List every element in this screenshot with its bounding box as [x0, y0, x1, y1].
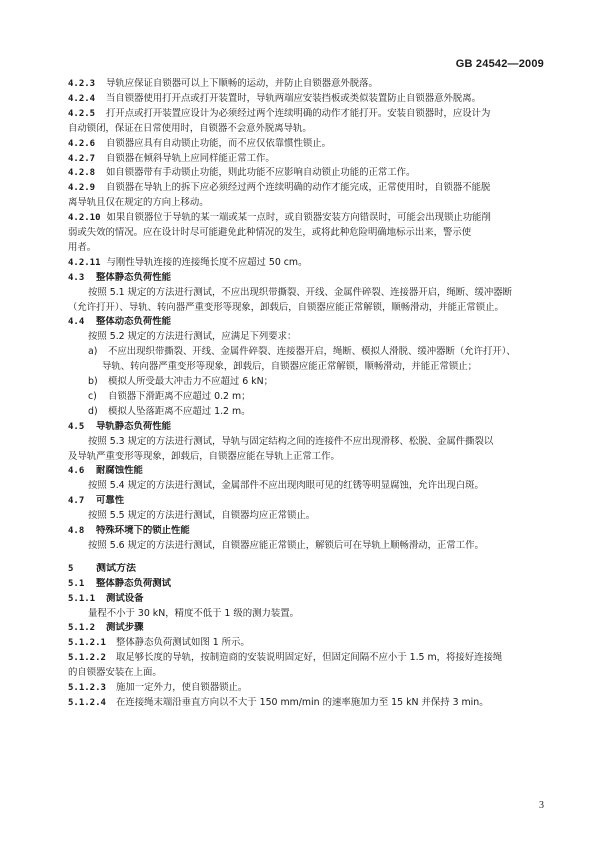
line-text: 按照 5.2 规定的方法进行测试，应满足下列要求：	[88, 331, 297, 343]
line-text: 整体动态负荷性能	[96, 316, 172, 328]
line-text: 自动锁闭，保证在日常使用时，自锁器不会意外脱离导轨。	[68, 122, 312, 134]
line-text: 如果自锁器位于导轨的某一端或某一点时，或自锁器安装方向错误时，可能会出现锁止功能削	[106, 212, 491, 224]
clause-number: 4.3	[68, 272, 85, 283]
clause-number: 4.2.8	[68, 168, 96, 179]
text-line	[68, 93, 546, 105]
text-line	[102, 361, 546, 373]
text-line	[68, 667, 526, 679]
line-text: 当自锁器使用打开点或打开装置时，导轨两端应安装挡板或类似装置防止自锁器意外脱离。	[106, 92, 482, 104]
line-text: 施加一定外力，使自锁器锁止。	[116, 682, 248, 693]
clause-number: 5.1.2.4	[68, 697, 106, 708]
line-text: 整体静态负荷性能	[96, 271, 172, 283]
text-line	[68, 182, 546, 194]
list-marker: c)	[88, 390, 97, 402]
line-text: 测试步骤	[106, 622, 144, 634]
text-line	[68, 451, 526, 463]
list-marker: a)	[88, 346, 98, 358]
text-line	[68, 138, 546, 150]
section-heading	[68, 593, 546, 605]
line-text: 量程不小于 30 kN，精度不低于 1 级的测力装置。	[88, 607, 300, 619]
text-line	[88, 608, 546, 620]
clause-number: 5.1.1	[68, 593, 96, 604]
text-line	[68, 697, 546, 709]
text-line	[88, 346, 566, 358]
list-marker: b)	[88, 376, 98, 387]
line-text: 按照 5.3 规定的方法进行测试，导轨与固定结构之间的连接件不应出现滑移、松脱、金属件撕裂以	[88, 435, 494, 447]
clause-number: 5.1.2.2	[68, 653, 106, 664]
line-text: 导轨应保证自锁器可以上下顺畅的运动，并防止自锁器意外脱落。	[106, 78, 378, 89]
line-text: 可靠性	[96, 495, 125, 507]
text-line	[88, 406, 566, 418]
line-text: 按照 5.6 规定的方法进行测试，自锁器应能正常锁止，解锁后可在导轨上顺畅滑动，正常工作。	[88, 539, 484, 551]
line-text: 按照 5.4 规定的方法进行测试，金属部件不应出现肉眼可见的红锈等明显腐蚀，允许出现白斑。	[88, 480, 484, 492]
text-line	[68, 167, 546, 179]
line-text: 的自锁器安装在上面。	[68, 667, 162, 679]
clause-number: 5.1.2.1	[68, 638, 106, 649]
line-text: 模拟人坠落距离不应超过 1.2 m。	[108, 405, 251, 417]
clause-number: 4.2.9	[68, 183, 96, 194]
section-heading	[68, 421, 546, 433]
text-line	[88, 287, 546, 299]
clause-number: 4.2.10	[68, 213, 101, 224]
clause-number: 5.1.2.3	[68, 683, 106, 693]
line-text: 不应出现织带撕裂、开线、金属件碎裂、连接器开启，绳断、模拟人滑脱、缓冲器断（允许打开）、	[108, 346, 516, 358]
line-text: 与刚性导轨连接的连接绳长度不应超过 50 cm。	[106, 256, 308, 268]
line-text: 自锁器下滑距离不应超过 0.2 m；	[108, 390, 251, 402]
section-heading	[68, 525, 546, 537]
clause-number: 5.1.2	[68, 623, 96, 634]
clause-number: 4.2.4	[68, 93, 96, 104]
line-text: 取足够长度的导轨，按制造商的安装说明固定好，但固定间隔不应小于 1.5 m，将接好连接绳	[116, 652, 503, 664]
line-text: 离导轨且仅在规定的方向上移动。	[68, 197, 209, 209]
clause-number: 4.2.5	[68, 108, 96, 119]
text-line	[68, 652, 546, 664]
section-heading	[68, 495, 546, 507]
list-marker: d)	[88, 405, 98, 417]
clause-number: 4.7	[68, 496, 85, 507]
line-text: 按照 5.1 规定的方法进行测试，不应出现织带撕裂、开线、金属件碎裂、连接器开启，绳断、缓冲器断	[88, 286, 512, 298]
clause-number: 4.2.11	[68, 257, 101, 268]
section-heading	[68, 316, 546, 328]
line-text: 自锁器在导轨上的拆下应必须经过两个连续明确的动作才能完成，正常使用时，自锁器不能脱	[106, 182, 491, 194]
section-heading	[68, 465, 546, 477]
text-line	[68, 227, 526, 239]
text-line	[68, 153, 546, 165]
clause-number: 5.1	[68, 578, 85, 589]
text-line	[68, 108, 546, 120]
line-text: 自锁器应具有自动锁止功能，而不应仅依靠惯性锁止。	[106, 137, 332, 149]
text-line	[68, 78, 546, 90]
line-text: 整体静态负荷测试如图 1 所示。	[116, 637, 250, 649]
line-text: 导轨静态负荷性能	[96, 420, 172, 432]
page-number: 3	[539, 800, 544, 811]
line-text: 耐腐蚀性能	[96, 465, 143, 477]
text-line	[88, 436, 546, 448]
text-line	[68, 123, 526, 135]
text-line	[88, 540, 546, 552]
text-line	[68, 637, 546, 649]
text-line	[88, 480, 546, 492]
section-heading	[68, 578, 546, 590]
clause-number: 5	[68, 563, 74, 574]
line-text: 弱或失效的情况。应在设计时尽可能避免此种情况的发生，或将此种危险明确地标示出来，警示使	[68, 227, 472, 238]
text-line	[68, 197, 526, 209]
line-text: 在连接绳末端沿垂直方向以不大于 150 mm/min 的速率施加力至 15 kN 并保持 3 min。	[116, 696, 489, 708]
text-line	[68, 242, 526, 254]
clause-number: 4.2.6	[68, 138, 96, 149]
text-line	[68, 257, 546, 269]
line-text: 导轨、转向器严重变形等现象，卸载后，自锁器应能正常解锁，顺畅滑动，并能正常锁止；	[102, 361, 478, 373]
line-text: 特殊环境下的锁止性能	[96, 525, 190, 536]
line-text: 按照 5.5 规定的方法进行测试，自锁器均应正常锁止。	[88, 510, 316, 522]
text-line	[88, 376, 566, 388]
section-heading	[68, 563, 546, 575]
text-line	[68, 682, 546, 694]
clause-number: 4.8	[68, 526, 85, 536]
line-text: 整体静态负荷测试	[96, 577, 172, 589]
line-text: 自锁器在倾斜导轨上应同样能正常工作。	[106, 152, 275, 164]
line-text: 测试方法	[96, 562, 136, 574]
text-line	[68, 302, 526, 314]
section-heading	[68, 622, 546, 634]
text-line	[88, 331, 546, 343]
section-heading	[68, 272, 546, 284]
text-line	[88, 391, 566, 403]
line-text: （允许打开）、导轨、转向器严重变形等现象，卸载后，自锁器应能正常解锁，顺畅滑动，并能正常锁止。	[68, 301, 504, 313]
text-line	[88, 510, 546, 522]
clause-number: 4.2.7	[68, 153, 96, 164]
clause-number: 4.6	[68, 466, 85, 477]
line-text: 测试设备	[106, 592, 144, 604]
line-text: 如自锁器带有手动锁止功能，则此功能不应影响自动锁止功能的正常工作。	[106, 167, 416, 179]
line-text: 用者。	[68, 241, 97, 253]
clause-number: 4.5	[68, 421, 85, 432]
line-text: 及导轨严重变形等现象，卸载后，自锁器应能在导轨上正常工作。	[68, 450, 340, 462]
line-text: 模拟人所受最大冲击力不应超过 6 kN；	[108, 376, 273, 387]
line-text: 打开点或打开装置应设计为必须经过两个连续明确的动作才能打开。安装自锁器时，应设计为	[106, 107, 491, 119]
standard-code: GB 24542—2009	[455, 58, 544, 70]
text-line	[68, 212, 546, 224]
clause-number: 4.4	[68, 317, 85, 328]
clause-number: 4.2.3	[68, 79, 96, 89]
